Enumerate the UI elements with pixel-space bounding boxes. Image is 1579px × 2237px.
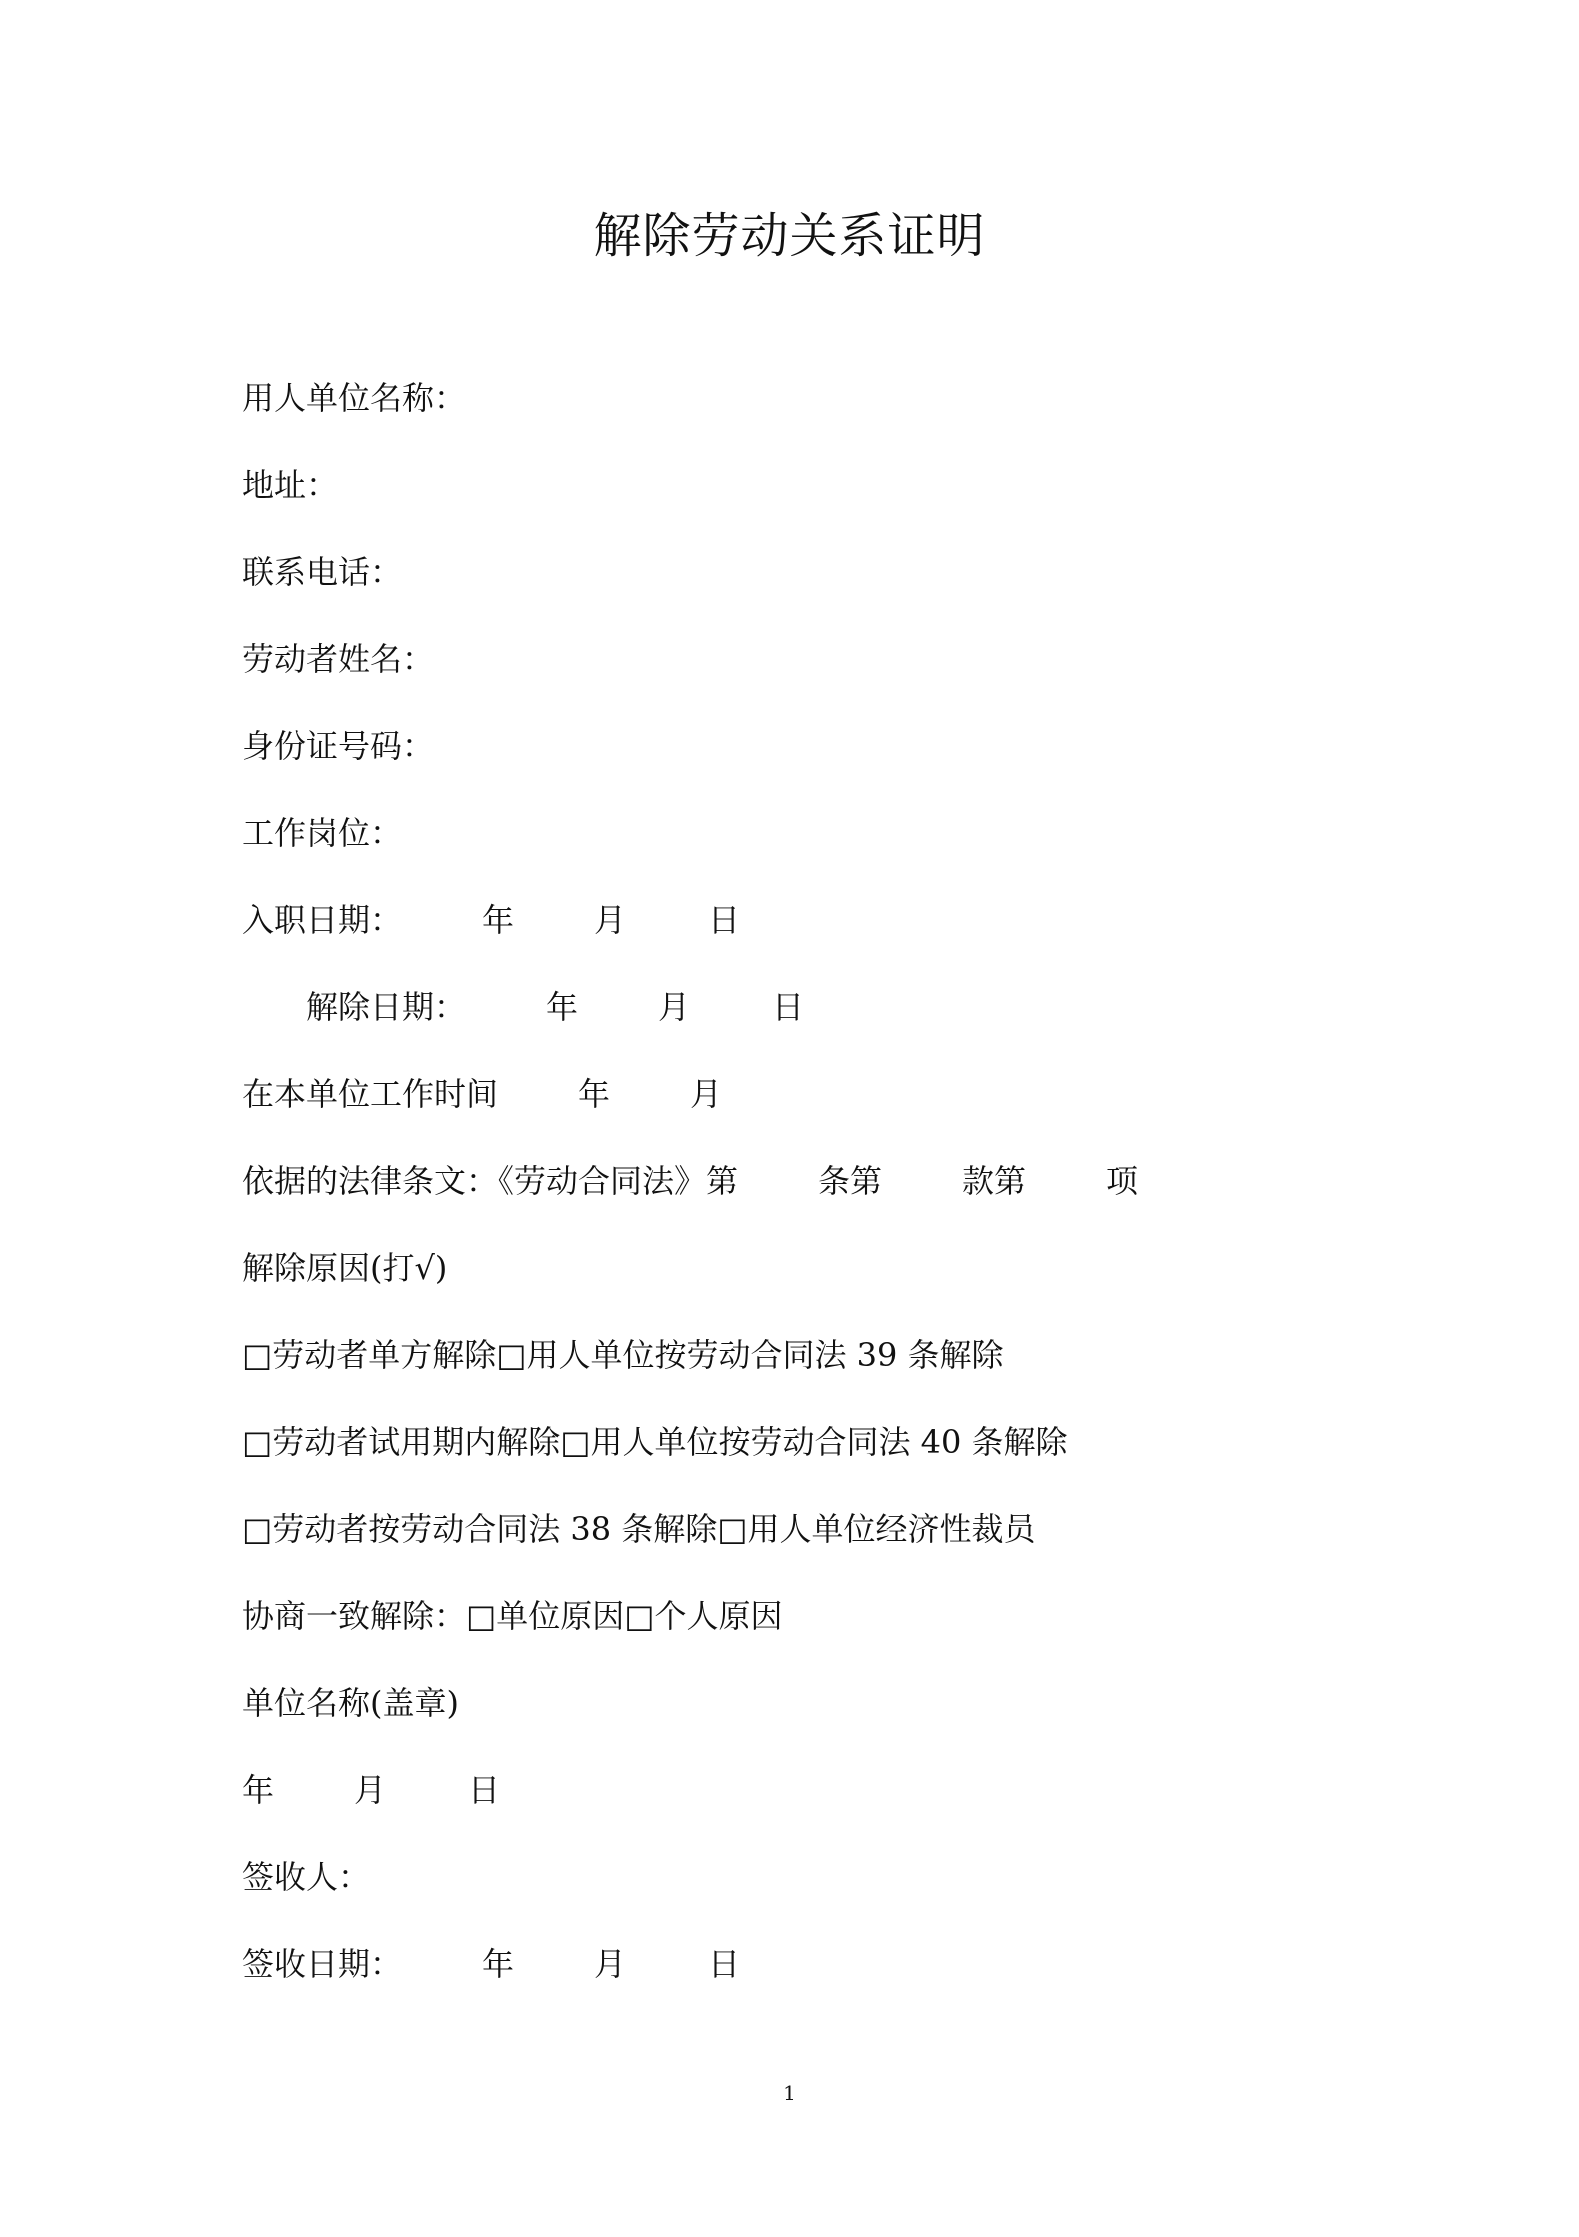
- receipt-date-month: 月: [594, 1945, 627, 1983]
- legal-basis-article: 条第: [818, 1162, 883, 1200]
- seal-date-year: 年: [242, 1771, 275, 1809]
- service-time-label: 在本单位工作时间: [242, 1075, 499, 1113]
- legal-basis-item: 项: [1106, 1162, 1139, 1200]
- receipt-date-label: 签收日期：: [242, 1945, 403, 1983]
- reason-header: 解除原因(打√): [242, 1249, 448, 1287]
- entry-date-label: 入职日期：: [242, 901, 403, 939]
- seal-date-day: 日: [468, 1771, 501, 1809]
- entry-date-month: 月: [594, 901, 627, 939]
- entry-date-day: 日: [708, 901, 741, 939]
- receipt-date-year: 年: [482, 1945, 515, 1983]
- reason-line-3: □劳动者按劳动合同法 38 条解除□用人单位经济性裁员: [242, 1510, 1036, 1548]
- seal-date-month: 月: [354, 1771, 387, 1809]
- phone-field: 联系电话：: [242, 553, 403, 591]
- termination-date-year: 年: [546, 988, 579, 1026]
- job-position-field: 工作岗位：: [242, 814, 403, 852]
- termination-date-day: 日: [772, 988, 805, 1026]
- termination-date-label: 解除日期：: [306, 988, 467, 1026]
- service-time-month: 月: [690, 1075, 723, 1113]
- id-number-field: 身份证号码：: [242, 727, 435, 765]
- employer-name-field: 用人单位名称：: [242, 379, 467, 417]
- termination-date-month: 月: [658, 988, 691, 1026]
- reason-line-1: □劳动者单方解除□用人单位按劳动合同法 39 条解除: [242, 1336, 1004, 1374]
- page-title: 解除劳动关系证明: [593, 208, 986, 264]
- legal-basis-label: 依据的法律条文：《劳动合同法》第: [242, 1162, 739, 1200]
- service-time-year: 年: [578, 1075, 611, 1113]
- entry-date-year: 年: [482, 901, 515, 939]
- legal-basis-clause: 款第: [962, 1162, 1027, 1200]
- seal-label: 单位名称(盖章): [242, 1684, 459, 1722]
- receipt-date-day: 日: [708, 1945, 741, 1983]
- page-number: 1: [783, 2081, 796, 2105]
- worker-name-field: 劳动者姓名：: [242, 640, 435, 678]
- receiver-label: 签收人：: [242, 1858, 371, 1896]
- reason-line-4: 协商一致解除：□单位原因□个人原因: [242, 1597, 783, 1635]
- reason-line-2: □劳动者试用期内解除□用人单位按劳动合同法 40 条解除: [242, 1423, 1068, 1461]
- address-field: 地址：: [242, 466, 339, 504]
